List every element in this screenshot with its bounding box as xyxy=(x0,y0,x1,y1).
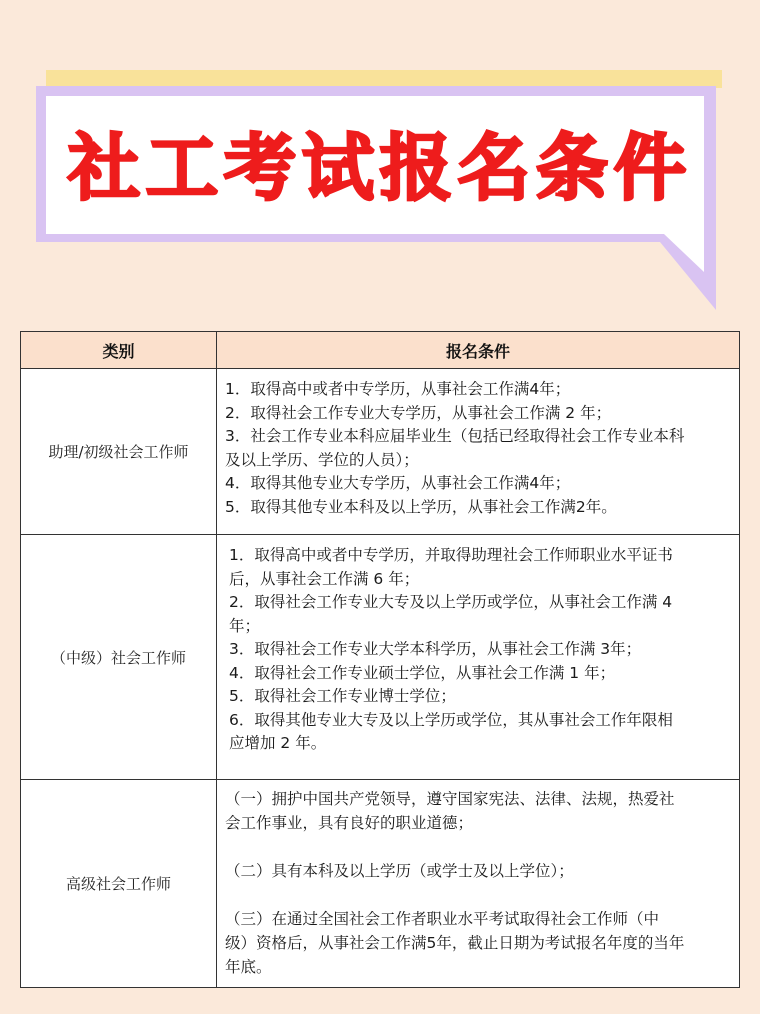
condition-paragraph xyxy=(225,859,731,883)
header-conditions: 报名条件 xyxy=(217,332,740,369)
requirements-table xyxy=(20,331,740,988)
condition-line: 5．取得社会工作专业博士学位； xyxy=(229,687,456,705)
category-cell: （中级）社会工作师 xyxy=(21,535,217,780)
condition-line: 2．取得社会工作专业大专及以上学历或学位，从事社会工作满 4 xyxy=(229,593,673,611)
condition-paragraph xyxy=(225,787,731,835)
page-title: 社工考试报名条件 xyxy=(67,126,692,210)
conditions-cell xyxy=(217,369,740,535)
table-row-assistant xyxy=(21,369,740,535)
condition-line: 年底。 xyxy=(225,958,272,976)
condition-paragraph xyxy=(225,907,731,979)
condition-line: （一）拥护中国共产党领导，遵守国家宪法、法律、法规，热爱社 xyxy=(225,790,675,808)
condition-line: 5．取得其他专业本科及以上学历，从事社会工作满2年。 xyxy=(225,497,617,516)
condition-line: 应增加 2 年。 xyxy=(229,734,327,752)
condition-line: 1．取得高中或者中专学历，并取得助理社会工作师职业水平证书 xyxy=(229,546,673,564)
category-cell: 高级社会工作师 xyxy=(21,780,217,988)
condition-line: 4．取得其他专业大专学历，从事社会工作满4年； xyxy=(225,474,571,492)
conditions-cell xyxy=(217,535,740,780)
condition-line: 会工作事业，具有良好的职业道德； xyxy=(225,814,474,832)
table-header-row xyxy=(21,332,740,369)
condition-line: 年； xyxy=(229,616,261,635)
condition-line: 及以上学历、学位的人员）； xyxy=(225,450,419,469)
condition-line: 3．取得社会工作专业大学本科学历，从事社会工作满 3年； xyxy=(229,640,642,658)
yellow-strip xyxy=(46,70,722,88)
header-category: 类别 xyxy=(21,332,217,369)
table-row-intermediate xyxy=(21,535,740,780)
condition-line: 4．取得社会工作专业硕士学位，从事社会工作满 1 年； xyxy=(229,663,616,682)
table-row-senior xyxy=(21,780,740,988)
condition-line: 后，从事社会工作满 6 年； xyxy=(229,569,420,588)
condition-line: 2．取得社会工作专业大专学历，从事社会工作满 2 年； xyxy=(225,403,612,422)
title-card xyxy=(0,0,760,330)
condition-line: （二）具有本科及以上学历（或学士及以上学位）； xyxy=(225,862,574,880)
condition-line: 1．取得高中或者中专学历，从事社会工作满4年； xyxy=(225,380,571,398)
condition-line: （三）在通过全国社会工作者职业水平考试取得社会工作师（中 xyxy=(225,910,660,928)
condition-line: 6．取得其他专业大专及以上学历或学位，其从事社会工作年限相 xyxy=(229,710,673,729)
conditions-cell xyxy=(217,780,740,988)
condition-line: 3．社会工作专业本科应届毕业生（包括已经取得社会工作专业本科 xyxy=(225,427,685,445)
condition-line: 级）资格后，从事社会工作满5年，截止日期为考试报名年度的当年 xyxy=(225,934,685,952)
category-cell: 助理/初级社会工作师 xyxy=(21,369,217,535)
